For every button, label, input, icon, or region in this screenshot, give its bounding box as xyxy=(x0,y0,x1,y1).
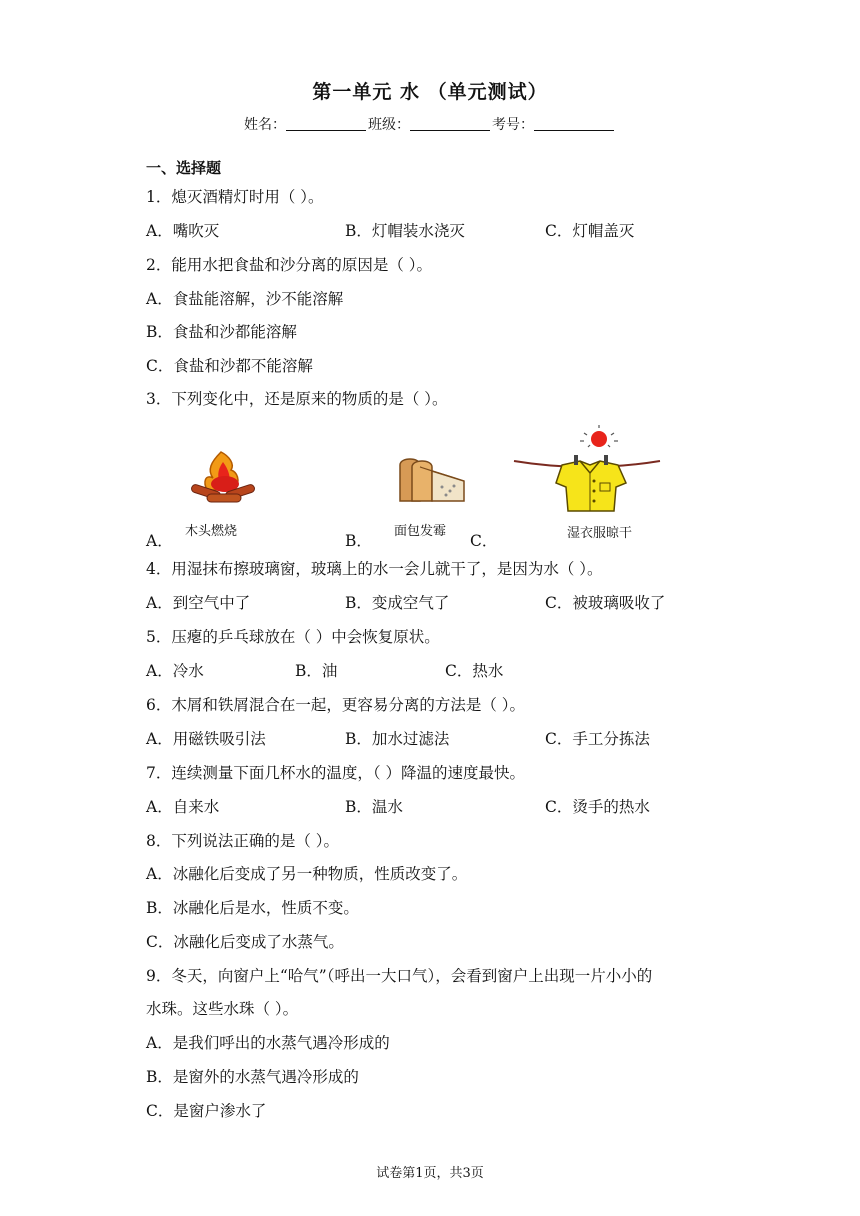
exam-no-label: 考号： xyxy=(492,117,534,133)
question-3-stem: 3．下列变化中，还是原来的物质的是（ ）。 xyxy=(146,390,448,408)
question-4-option-b: B．变成空气了 xyxy=(345,594,450,612)
question-6-option-a: A．用磁铁吸引法 xyxy=(146,730,266,748)
question-5-option-c: C．热水 xyxy=(445,662,504,680)
drying-clothes-caption: 湿衣服晾干 xyxy=(567,526,633,541)
page-footer: 试卷第1页，共3页 xyxy=(376,1166,484,1181)
question-3-option-b: B． xyxy=(345,532,372,550)
question-1-option-a: A．嘴吹灭 xyxy=(146,222,220,240)
moldy-bread-caption: 面包发霉 xyxy=(394,524,447,539)
page-title: 第一单元 水 （单元测试） xyxy=(312,81,548,103)
question-5-option-a: A．冷水 xyxy=(146,662,204,680)
question-6-option-c: C．手工分拣法 xyxy=(545,730,650,748)
question-7-option-c: C．烫手的热水 xyxy=(545,798,650,816)
section-title: 一、选择题 xyxy=(146,159,222,177)
question-3-option-c: C． xyxy=(470,532,498,550)
question-2-option-a: A．食盐能溶解，沙不能溶解 xyxy=(146,290,344,308)
student-info-line xyxy=(0,114,860,134)
question-1-stem: 1．熄灭酒精灯时用（ ）。 xyxy=(146,188,324,206)
question-2-stem: 2．能用水把食盐和沙分离的原因是（ ）。 xyxy=(146,256,433,274)
question-1-option-c: C．灯帽盖灭 xyxy=(545,222,635,240)
class-label: 班级： xyxy=(368,117,410,133)
question-7-stem: 7．连续测量下面几杯水的温度，（ ）降温的速度最快。 xyxy=(146,764,526,782)
question-6-option-b: B．加水过滤法 xyxy=(345,730,450,748)
name-label: 姓名： xyxy=(244,117,286,133)
burning-wood-image xyxy=(183,448,263,510)
question-8-stem: 8．下列说法正确的是（ ）。 xyxy=(146,832,340,850)
name-blank xyxy=(286,116,366,131)
question-9-option-c: C．是窗户渗水了 xyxy=(146,1102,267,1120)
question-6-stem: 6．木屑和铁屑混合在一起，更容易分离的方法是（ ）。 xyxy=(146,696,526,714)
question-3-option-a: A． xyxy=(146,532,173,550)
question-9-stem: 9．冬天，向窗户上“哈气”（呼出一大口气），会看到窗户上出现一片小小的 xyxy=(146,967,653,985)
question-8-option-a: A．冰融化后变成了另一种物质，性质改变了。 xyxy=(146,865,468,883)
question-1-option-b: B．灯帽装水浇灭 xyxy=(345,222,465,240)
drying-clothes-image xyxy=(512,425,662,517)
question-4-option-a: A．到空气中了 xyxy=(146,594,251,612)
question-4-stem: 4．用湿抹布擦玻璃窗，玻璃上的水一会儿就干了，是因为水（ ）。 xyxy=(146,560,603,578)
question-7-option-b: B．温水 xyxy=(345,798,403,816)
exam-no-blank xyxy=(534,116,614,131)
question-9-option-b: B．是窗外的水蒸气遇冷形成的 xyxy=(146,1068,359,1086)
question-4-option-c: C．被玻璃吸收了 xyxy=(545,594,666,612)
question-5-option-b: B．油 xyxy=(295,662,338,680)
question-5-stem: 5．压瘪的乒乓球放在（ ）中会恢复原状。 xyxy=(146,628,440,646)
question-7-option-a: A．自来水 xyxy=(146,798,220,816)
question-8-option-b: B．冰融化后是水，性质不变。 xyxy=(146,899,359,917)
moldy-bread-image xyxy=(380,455,470,507)
question-2-option-c: C．食盐和沙都不能溶解 xyxy=(146,357,313,375)
burning-wood-caption: 木头燃烧 xyxy=(185,524,238,539)
question-2-option-b: B．食盐和沙都能溶解 xyxy=(146,323,297,341)
question-8-option-c: C．冰融化后变成了水蒸气。 xyxy=(146,933,344,951)
question-9-option-a: A．是我们呼出的水蒸气遇冷形成的 xyxy=(146,1034,390,1052)
question-9-stem-continued: 水珠。这些水珠（ ）。 xyxy=(146,1000,299,1018)
class-blank xyxy=(410,116,490,131)
